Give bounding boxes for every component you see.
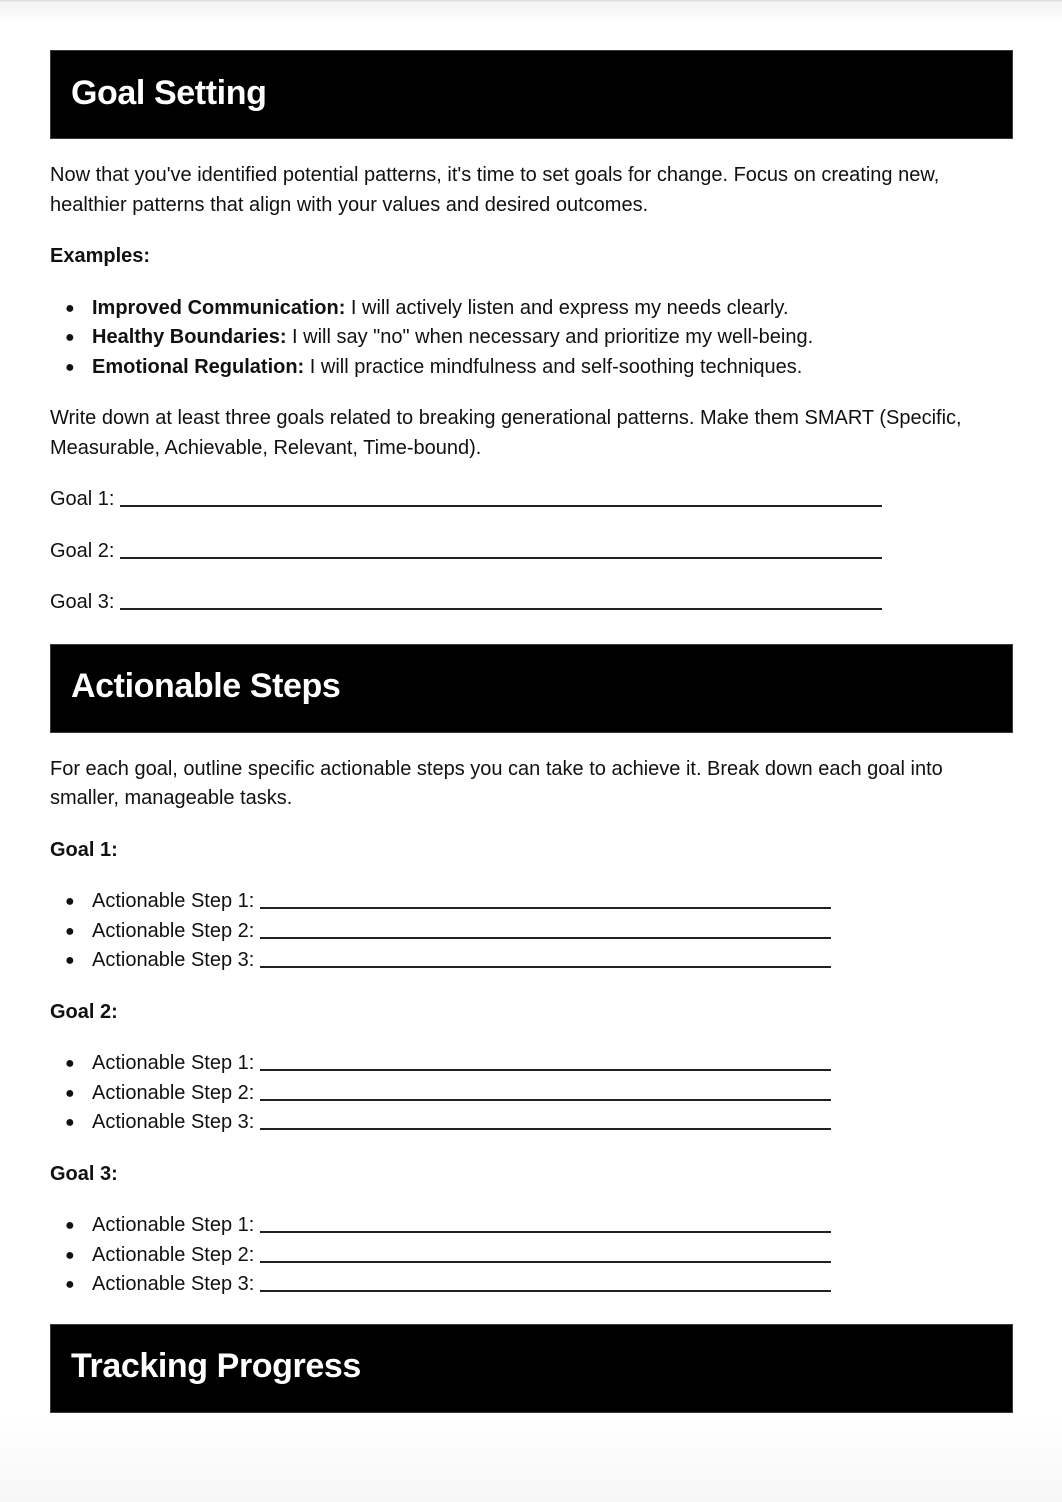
bullet-icon: ● (65, 329, 75, 346)
bullet-icon: ● (65, 922, 75, 940)
examples-list (50, 294, 1013, 383)
step-item (65, 946, 1013, 976)
step-blank-line[interactable] (260, 1217, 831, 1233)
step-blank-line[interactable] (260, 1276, 831, 1292)
example-text: I will say "no" when necessary and prioritize my well-being. (286, 326, 814, 348)
step-item (65, 917, 1013, 947)
step-label: Actionable Step 2: (92, 1081, 255, 1104)
example-item (65, 353, 1013, 383)
actionable-steps-intro: For each goal, outline specific actionable steps you can take to achieve it. Break down each goal into smaller, manageable tasks. (50, 757, 943, 809)
step-label: Actionable Step 3: (92, 1273, 255, 1295)
step-label: Actionable Step 2: (92, 1243, 255, 1266)
step-item (65, 1241, 1013, 1271)
goal-1-steps-list (50, 887, 1013, 976)
step-label: Actionable Step 3: (92, 949, 255, 971)
bullet-icon: ● (65, 952, 75, 969)
step-blank-line[interactable] (260, 952, 831, 968)
section-title: Goal Setting (71, 73, 267, 112)
bullet-icon: ● (65, 1114, 75, 1131)
step-label: Actionable Step 1: (92, 1214, 255, 1236)
example-term: Healthy Boundaries: (92, 326, 287, 348)
step-label: Actionable Step 3: (92, 1111, 255, 1133)
section-title: Tracking Progress (71, 1347, 361, 1385)
goal-2-heading: Goal 2: (50, 1000, 118, 1023)
section-header-actionable-steps (50, 644, 1013, 733)
goal-3-steps-list (50, 1211, 1013, 1300)
page-top-shadow (0, 0, 1062, 22)
example-item (65, 294, 1013, 324)
goal-field-3 (50, 588, 1013, 618)
section-header-tracking-progress (50, 1324, 1013, 1413)
example-item (65, 323, 1013, 353)
bullet-icon: ● (65, 358, 75, 376)
example-term: Improved Communication: (92, 296, 346, 319)
example-text: I will practice mindfulness and self-soothing techniques. (304, 355, 803, 378)
example-term: Emotional Regulation: (92, 355, 305, 378)
step-label: Actionable Step 1: (92, 1052, 255, 1074)
document-page (50, 50, 1013, 1413)
goal-field-label: Goal 2: (50, 539, 115, 562)
goal-field-2 (50, 537, 1013, 567)
step-item (65, 1211, 1013, 1241)
step-item (65, 1108, 1013, 1138)
step-blank-line[interactable] (260, 1055, 831, 1071)
examples-label: Examples: (50, 245, 151, 267)
step-blank-line[interactable] (260, 893, 831, 909)
goal-setting-intro: Now that you've identified potential patterns, it's time to set goals for change. Focus on creating new, healthier patterns that align with your values and desired outcomes. (50, 164, 940, 216)
bullet-icon: ● (65, 1055, 75, 1072)
example-text: I will actively listen and express my needs clearly. (345, 296, 789, 319)
bullet-icon: ● (65, 1246, 75, 1264)
bullet-icon: ● (65, 1217, 75, 1234)
goal-3-blank-line[interactable] (120, 594, 882, 610)
goal-1-blank-line[interactable] (120, 491, 882, 507)
goal-setting-instruction: Write down at least three goals related to breaking generational patterns. Make them SMART (Specific, Measurable, Achievable, Relevant, Time-bound). (50, 407, 962, 459)
bullet-icon: ● (65, 299, 75, 317)
step-label: Actionable Step 1: (92, 890, 255, 912)
step-blank-line[interactable] (260, 1247, 831, 1263)
section-header-goal-setting (50, 50, 1013, 139)
goal-field-label: Goal 1: (50, 488, 115, 510)
step-blank-line[interactable] (260, 1085, 831, 1101)
goal-field-1 (50, 485, 1013, 515)
step-label: Actionable Step 2: (92, 919, 255, 942)
bullet-icon: ● (65, 1084, 75, 1102)
step-item (65, 1049, 1013, 1079)
section-title: Actionable Steps (71, 667, 341, 705)
step-blank-line[interactable] (260, 923, 831, 939)
bullet-icon: ● (65, 893, 75, 910)
step-blank-line[interactable] (260, 1114, 831, 1130)
goal-field-label: Goal 3: (50, 591, 115, 613)
goal-3-heading: Goal 3: (50, 1162, 118, 1185)
step-item (65, 887, 1013, 917)
goal-2-steps-list (50, 1049, 1013, 1138)
step-item (65, 1270, 1013, 1300)
goal-1-heading: Goal 1: (50, 838, 118, 861)
goal-2-blank-line[interactable] (120, 543, 882, 559)
page-bottom-shadow (0, 1412, 1062, 1502)
step-item (65, 1079, 1013, 1109)
bullet-icon: ● (65, 1276, 75, 1293)
